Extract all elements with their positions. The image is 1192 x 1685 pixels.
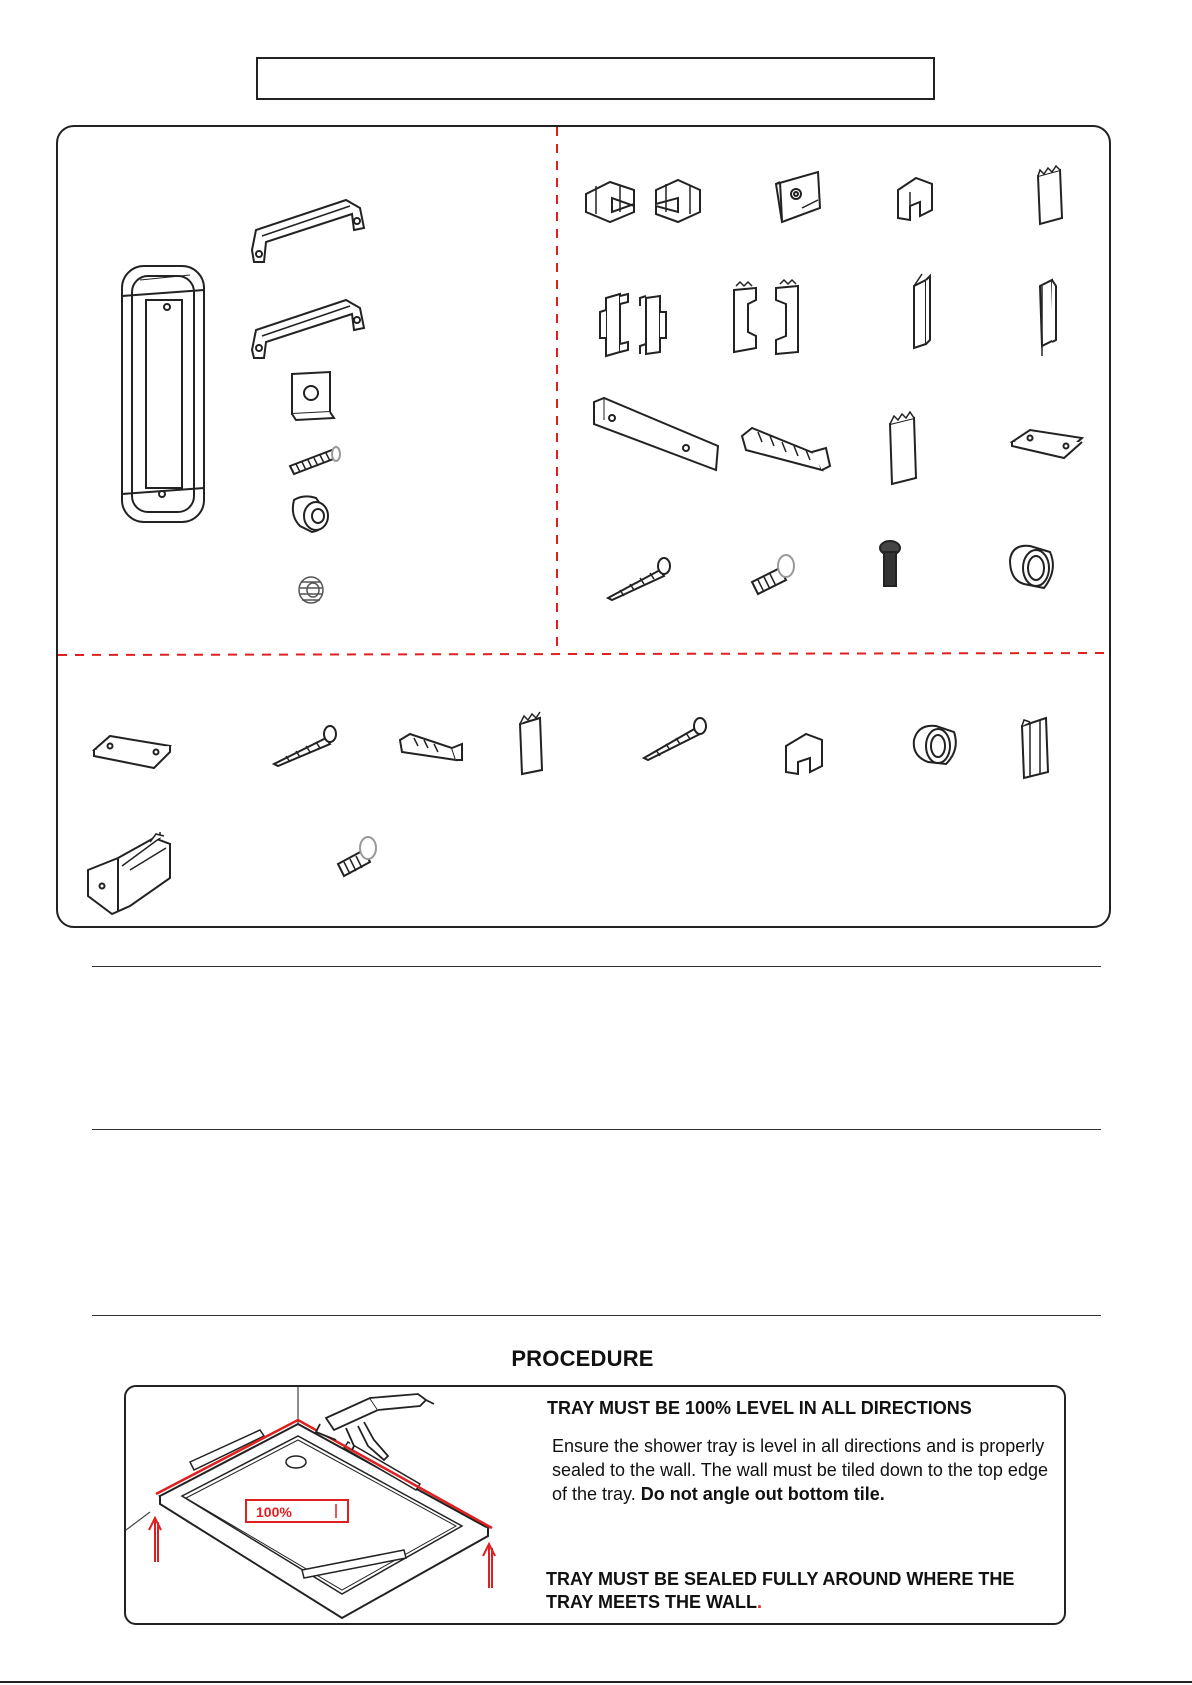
- insert-icon: [299, 577, 323, 603]
- cover-plate-icon: [1012, 430, 1082, 458]
- connector-icon: [640, 296, 666, 354]
- level-label: 100%: [256, 1504, 292, 1520]
- page-bottom-rule: [0, 1681, 1192, 1683]
- connector-icon: [734, 282, 756, 352]
- divider-rule: [92, 1315, 1101, 1316]
- bolt-icon: [880, 541, 900, 586]
- bracket-icon: [252, 300, 364, 358]
- glass-clip-icon: [776, 172, 820, 222]
- procedure-body-bold: Do not angle out bottom tile.: [640, 1484, 885, 1504]
- connector-icon: [600, 294, 628, 356]
- profile-icon: [1038, 166, 1062, 224]
- profile-icon: [1022, 718, 1048, 778]
- door-handle-icon: [122, 266, 204, 522]
- cover-plate-icon: [94, 736, 170, 768]
- seal-warning-text: TRAY MUST BE SEALED FULLY AROUND WHERE THE TRAY MEETS THE WALL: [546, 1569, 1015, 1612]
- procedure-body: [552, 1434, 1052, 1506]
- wall-plug-icon: [400, 734, 462, 760]
- grub-screw-icon: [752, 555, 794, 594]
- divider-lines: [58, 127, 1110, 655]
- end-cap-icon: [786, 734, 822, 774]
- grub-screw-icon: [338, 837, 376, 876]
- wall-plug-icon: [742, 428, 830, 470]
- seal-warning-dot: .: [757, 1592, 763, 1612]
- screw-icon: [644, 718, 706, 760]
- sleeve-icon: [1010, 546, 1053, 588]
- clip-icon: [586, 182, 634, 222]
- connector-icon: [776, 280, 798, 354]
- plate-icon: [594, 398, 718, 470]
- profile-icon: [520, 712, 542, 774]
- divider-rule: [92, 966, 1101, 967]
- glass-clamp-icon: [88, 832, 170, 914]
- sleeve-icon: [914, 726, 956, 764]
- profile-icon: [1040, 280, 1056, 356]
- bracket-icon: [252, 200, 364, 262]
- profile-icon: [890, 412, 916, 484]
- procedure-body-text: Ensure the shower tray is level in all directions and is properly sealed to the wall. The wall must be tiled down to the top edge of the tray.: [552, 1436, 1048, 1504]
- clip-icon: [656, 180, 700, 222]
- bush-icon: [293, 496, 328, 532]
- washer-icon: [292, 372, 334, 420]
- screw-icon: [608, 558, 670, 600]
- seal-warning: [546, 1568, 1066, 1614]
- grub-screw-icon: [290, 447, 340, 474]
- procedure-heading: PROCEDURE: [511, 1346, 654, 1371]
- level-warning: TRAY MUST BE 100% LEVEL IN ALL DIRECTIONS: [547, 1398, 972, 1418]
- profile-icon: [914, 274, 930, 348]
- screw-icon: [274, 726, 336, 766]
- divider-rule: [92, 1129, 1101, 1130]
- end-cap-icon: [898, 178, 932, 220]
